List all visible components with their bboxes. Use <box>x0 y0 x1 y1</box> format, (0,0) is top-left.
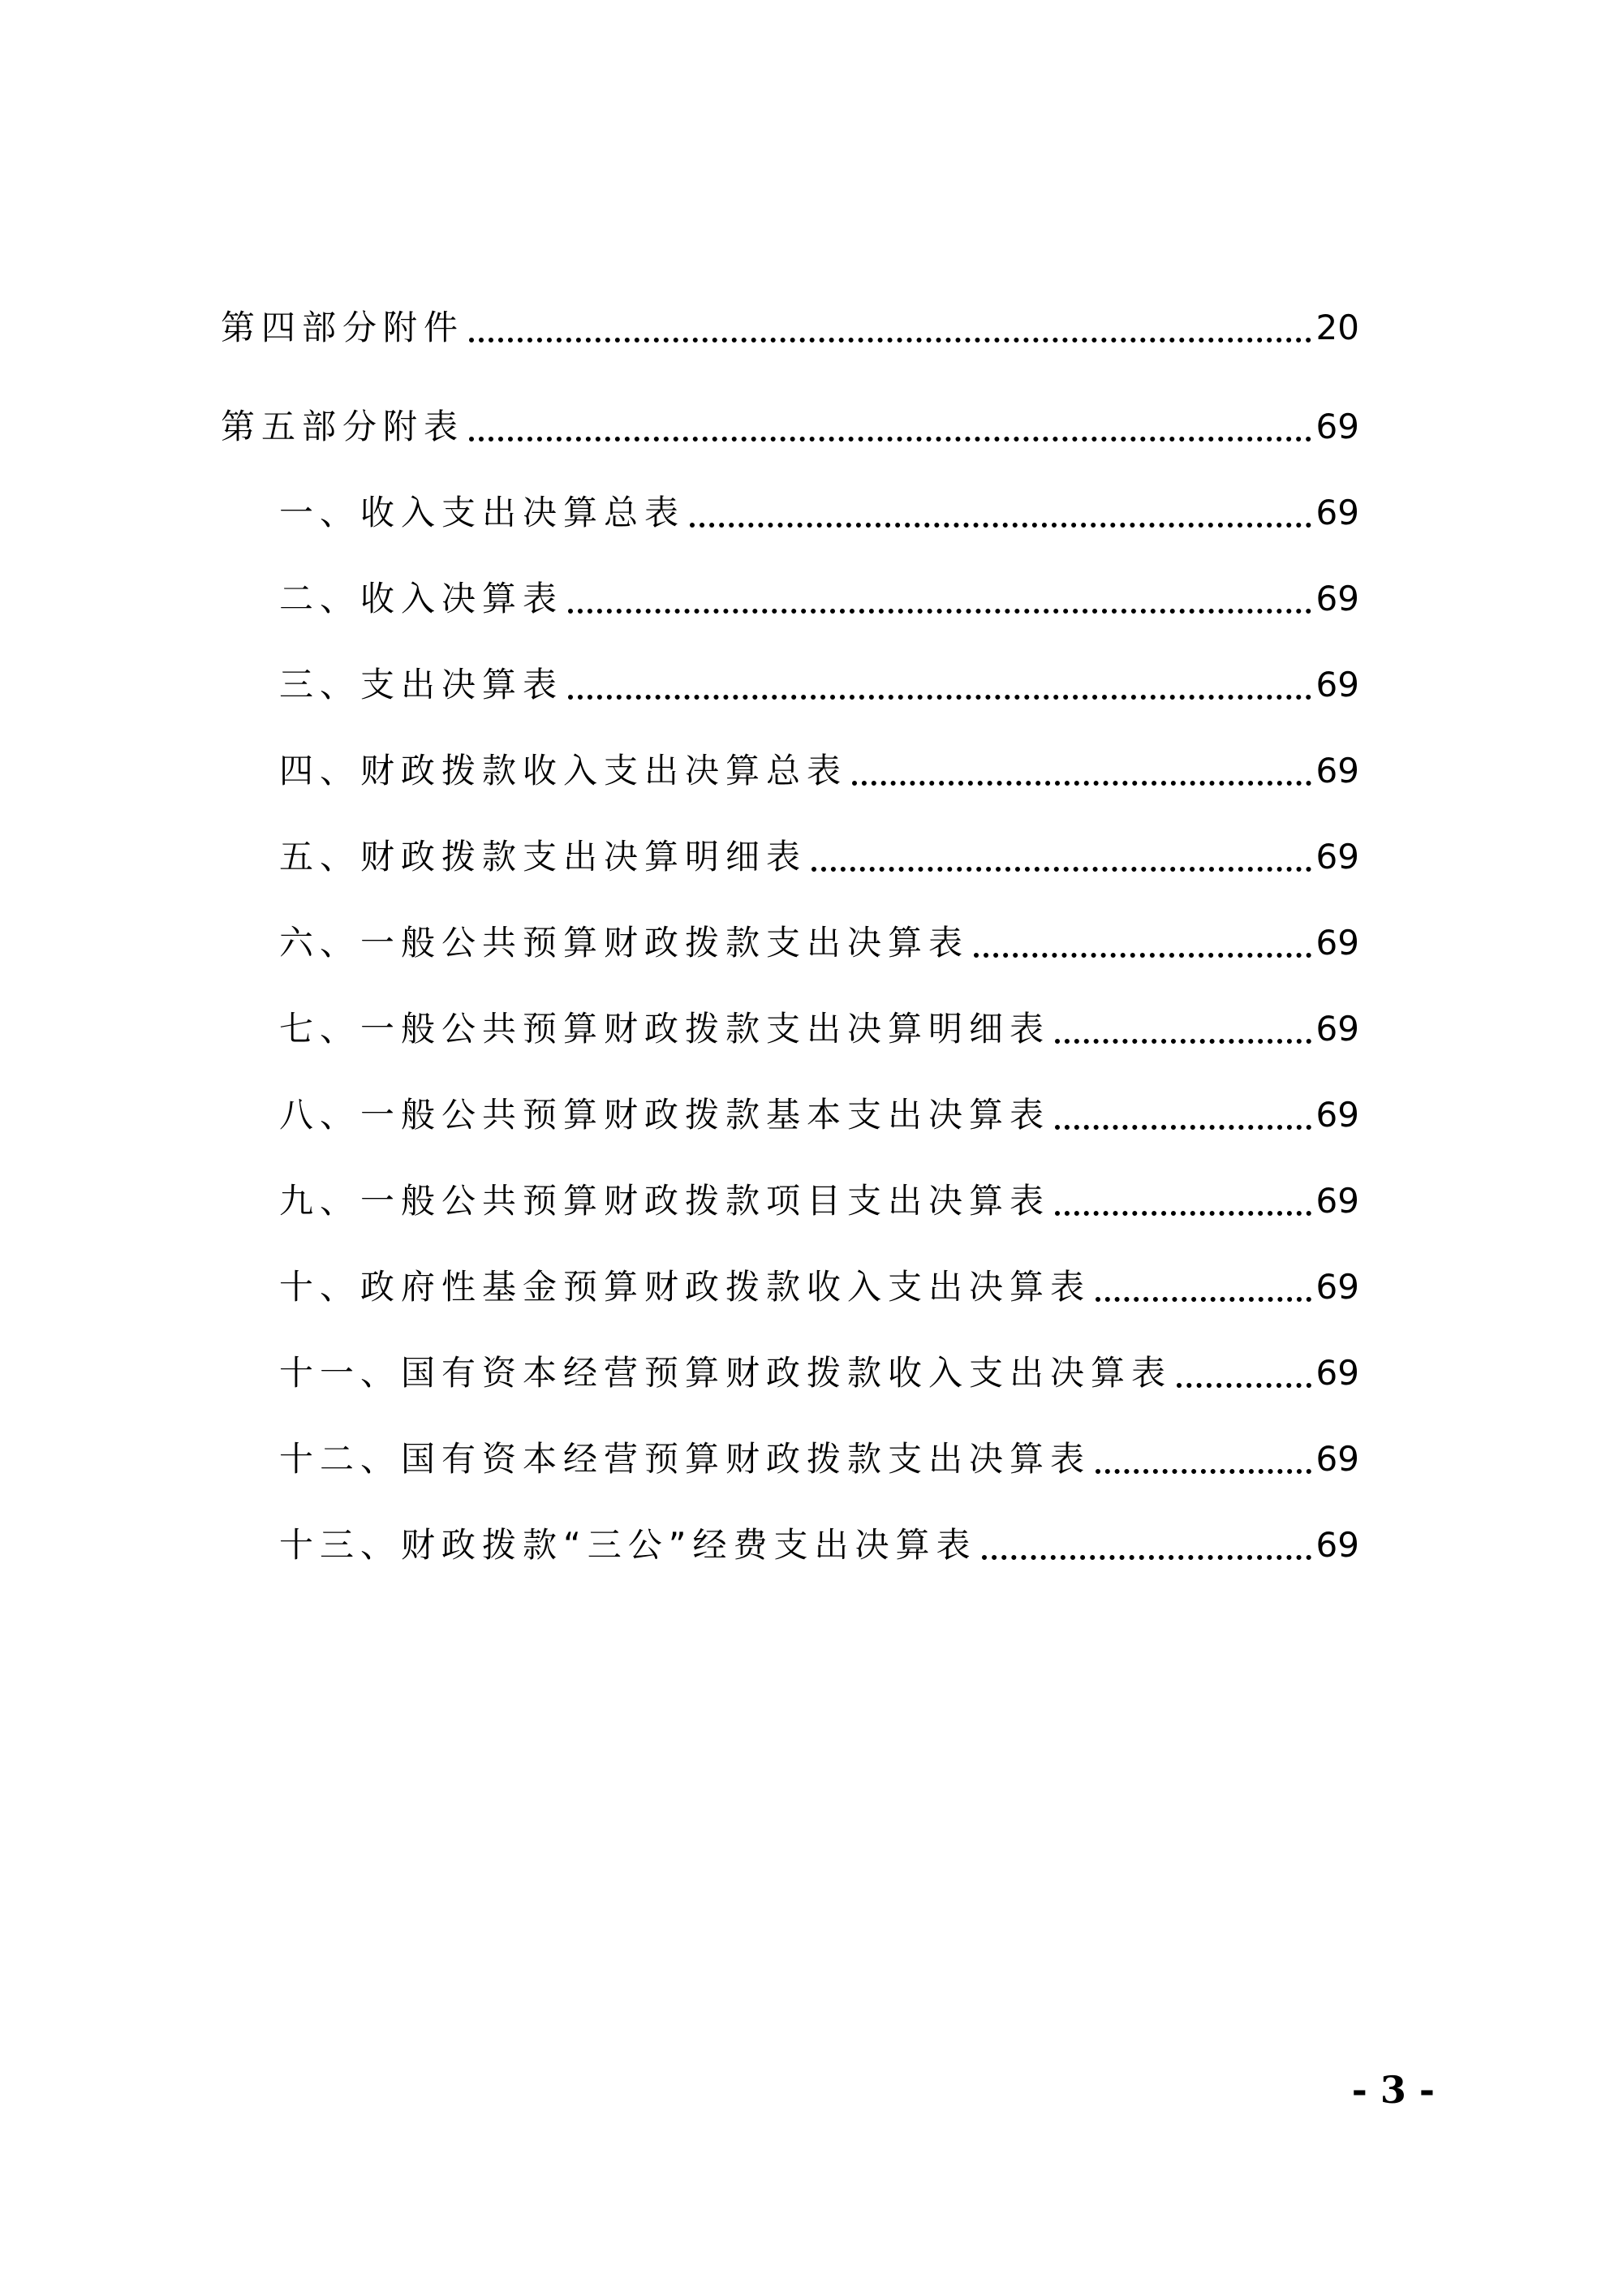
toc-entry-label: 十、政府性基金预算财政拨款收入支出决算表 <box>279 1267 1091 1307</box>
toc-dot-leader <box>1055 1125 1311 1130</box>
toc-dot-leader <box>1055 1211 1311 1216</box>
toc-entry-page: 69 <box>1315 493 1359 532</box>
toc-dot-leader <box>852 781 1311 786</box>
toc-entry-table-4[interactable] <box>279 747 1359 795</box>
toc-entry-label: 八、一般公共预算财政拨款基本支出决算表 <box>279 1095 1051 1135</box>
toc-entry-part-5[interactable] <box>221 403 1359 451</box>
toc-dot-leader <box>568 695 1311 700</box>
toc-entry-page: 69 <box>1315 1267 1359 1307</box>
toc-entry-label: 六、一般公共预算财政拨款支出决算表 <box>279 923 970 963</box>
toc-dot-leader <box>1096 1469 1311 1474</box>
toc-entry-page: 69 <box>1315 407 1359 446</box>
toc-dot-leader <box>982 1555 1311 1560</box>
toc-entry-table-3[interactable] <box>279 661 1359 709</box>
toc-dot-leader <box>1177 1383 1311 1388</box>
toc-entry-label: 十一、国有资本经营预算财政拨款收入支出决算表 <box>279 1353 1173 1393</box>
toc-entry-label: 七、一般公共预算财政拨款支出决算明细表 <box>279 1009 1051 1049</box>
toc-entry-page: 69 <box>1315 1439 1359 1479</box>
toc-entry-page: 69 <box>1315 665 1359 704</box>
toc-entry-label: 五、财政拨款支出决算明细表 <box>279 837 807 877</box>
toc-entry-label: 九、一般公共预算财政拨款项目支出决算表 <box>279 1181 1051 1221</box>
toc-entry-table-1[interactable] <box>279 489 1359 537</box>
toc-entry-page: 69 <box>1315 579 1359 618</box>
toc-dot-leader <box>812 867 1311 872</box>
toc-entry-table-11[interactable] <box>279 1349 1359 1398</box>
toc-entry-page: 69 <box>1315 1181 1359 1221</box>
toc-entry-table-9[interactable] <box>279 1177 1359 1226</box>
toc-dot-leader <box>974 953 1311 958</box>
toc-dot-leader <box>568 609 1311 614</box>
toc-entry-table-10[interactable] <box>279 1263 1359 1312</box>
toc-entry-page: 69 <box>1315 1525 1359 1565</box>
toc-entry-table-12[interactable] <box>279 1435 1359 1484</box>
toc-dot-leader <box>1055 1039 1311 1044</box>
toc-entry-label: 十二、国有资本经营预算财政拨款支出决算表 <box>279 1439 1091 1479</box>
toc-entry-page: 69 <box>1315 1009 1359 1049</box>
toc-entry-page: 69 <box>1315 751 1359 790</box>
toc-entry-page: 69 <box>1315 923 1359 963</box>
toc-entry-page: 69 <box>1315 1353 1359 1393</box>
toc-dot-leader <box>1096 1297 1311 1302</box>
toc-entry-table-7[interactable] <box>279 1005 1359 1053</box>
toc-dot-leader <box>469 437 1311 442</box>
toc-entry-table-13[interactable] <box>279 1521 1359 1570</box>
page-number: - 3 - <box>1351 2068 1435 2112</box>
toc-entry-part-4[interactable] <box>221 304 1359 352</box>
toc-entry-page: 69 <box>1315 1095 1359 1135</box>
toc-entry-table-8[interactable] <box>279 1091 1359 1139</box>
toc-entry-label: 一、收入支出决算总表 <box>279 493 686 532</box>
toc-entry-table-2[interactable] <box>279 575 1359 623</box>
toc-entry-label: 十三、财政拨款“三公”经费支出决算表 <box>279 1525 977 1565</box>
toc-entry-table-5[interactable] <box>279 833 1359 881</box>
toc-entry-label: 二、收入决算表 <box>279 579 564 618</box>
toc-dot-leader <box>690 523 1311 528</box>
toc-entry-page: 69 <box>1315 837 1359 877</box>
toc-entry-label: 三、支出决算表 <box>279 665 564 704</box>
toc-entry-table-6[interactable] <box>279 919 1359 967</box>
toc-entry-label: 第五部分附表 <box>221 407 465 446</box>
toc-entry-page: 20 <box>1315 308 1359 347</box>
toc-entry-label: 四、财政拨款收入支出决算总表 <box>279 751 848 790</box>
toc-entry-label: 第四部分附件 <box>221 308 465 347</box>
toc-dot-leader <box>469 338 1311 342</box>
